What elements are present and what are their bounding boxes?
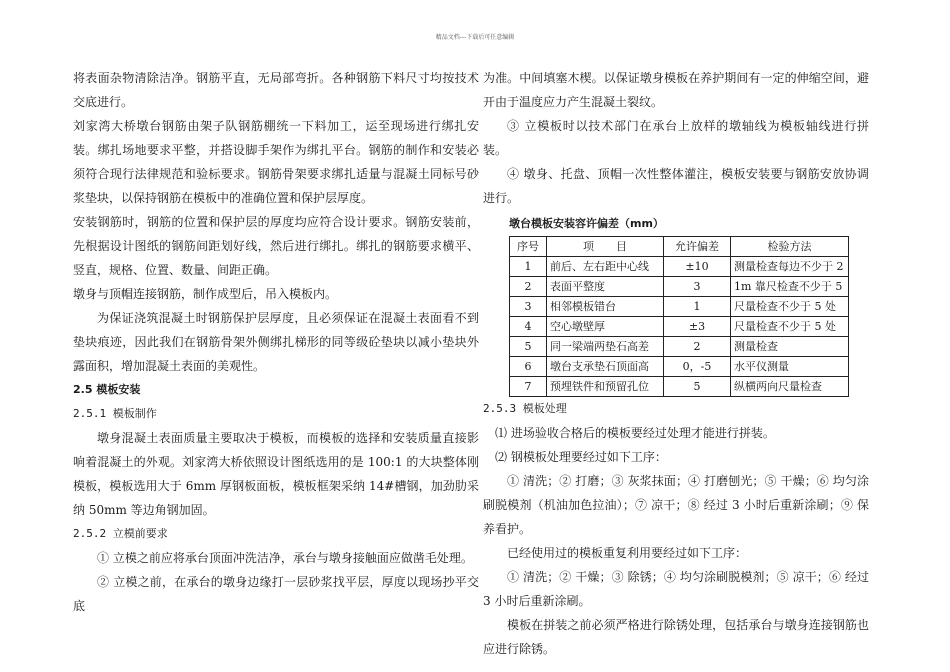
- table-cell: 同一梁端两垫石高差: [547, 337, 664, 357]
- table-cell: 测量检查: [731, 337, 849, 357]
- paragraph: ① 立模之前应将承台顶面冲洗洁净，承台与墩身接触面应做凿毛处理。: [97, 551, 473, 565]
- table-cell: ±10: [664, 257, 731, 277]
- table-cell: 5: [510, 337, 547, 357]
- table-cell: 3: [510, 297, 547, 317]
- table-row: [510, 277, 849, 297]
- paragraph: 将表面杂物清除洁净。钢筋平直，无局部弯折。各种钢筋下料尺寸均按技术交底进行。: [73, 71, 479, 109]
- table-cell: 尺量检查不少于 5 处: [731, 317, 849, 337]
- table-cell: 表面平整度: [547, 277, 664, 297]
- page-header: 精品文档---下载后可任意编辑: [435, 34, 515, 41]
- column-header: 项 目: [547, 237, 664, 257]
- paragraph: ⑵ 钢模板处理要经过如下工序：: [495, 450, 667, 464]
- table-cell: 3: [664, 277, 731, 297]
- subsection-heading: 2.5.3 模板处理: [483, 402, 567, 415]
- table-cell: 预埋铁件和预留孔位: [547, 377, 664, 397]
- paragraph: ③ 立模板时以技术部门在承台上放样的墩轴线为模板轴线进行拼装。: [483, 119, 869, 157]
- table-body: [510, 257, 849, 397]
- table-cell: 测量检查每边不少于 2: [731, 257, 849, 277]
- column-header: 检验方法: [731, 237, 849, 257]
- table-cell: 空心墩壁厚: [547, 317, 664, 337]
- table-cell: 1: [664, 297, 731, 317]
- table-cell: 7: [510, 377, 547, 397]
- table-cell: 1m 靠尺检查不少于 5: [731, 277, 849, 297]
- table-cell: 6: [510, 357, 547, 377]
- table-cell: 1: [510, 257, 547, 277]
- table-cell: 水平仪测量: [731, 357, 849, 377]
- table-row: [510, 297, 849, 317]
- table-row: [510, 317, 849, 337]
- table-cell: 尺量检查不少于 5 处: [731, 297, 849, 317]
- table-title: 墩台模板安装容许偏差（mm）: [509, 217, 664, 230]
- table-cell: 2: [664, 337, 731, 357]
- paragraph: 为保证浇筑混凝土时钢筋保护层厚度，且必须保证在混凝土表面看不到垫块痕迹，因此我们在钢筋骨架外侧绑扎梯形的同等级砼垫块以减小垫块外露面积，增加混凝土表面的美观性。: [73, 311, 479, 373]
- paragraph: 刘家湾大桥墩台钢筋由架子队钢筋棚统一下料加工，运至现场进行绑扎安装。绑扎场地要求平整，并搭设脚手架作为绑扎平台。钢筋的制作和安装必须符合现行法律规范和验标要求。钢筋骨架要求绑扎适量与混凝土同标号砂浆垫块，以保持钢筋在模板中的准确位置和保护层厚度。: [73, 119, 479, 205]
- table-cell: 墩台支承垫石顶面高: [547, 357, 664, 377]
- paragraph: ① 清洗；② 干燥；③ 除锈；④ 均匀涂刷脱模剂；⑤ 凉干；⑥ 经过 3 小时后重新涂刷。: [483, 570, 869, 608]
- paragraph: 墩身与顶帽连接钢筋，制作成型后，吊入模板内。: [73, 287, 338, 301]
- table-cell: 纵横两向尺量检查: [731, 377, 849, 397]
- paragraph: 安装钢筋时，钢筋的位置和保护层的厚度均应符合设计要求。钢筋安装前，先根据设计图纸的钢筋间距划好线，然后进行绑扎。绑扎的钢筋要求横平、竖直，规格、位置、数量、间距正确。: [73, 215, 479, 277]
- table-cell: 前后、左右距中心线: [547, 257, 664, 277]
- table-row: [510, 257, 849, 277]
- left-column: [73, 66, 479, 618]
- section-heading: 2.5 模板安装: [73, 383, 141, 396]
- column-header: 允许偏差: [664, 237, 731, 257]
- subsection-heading: 2.5.1 模板制作: [73, 407, 157, 420]
- table-cell: 5: [664, 377, 731, 397]
- table-cell: ±3: [664, 317, 731, 337]
- table-row: [510, 357, 849, 377]
- column-header: 序号: [510, 237, 547, 257]
- paragraph: 墩身混凝土表面质量主要取决于模板，而模板的选择和安装质量直接影响着混凝土的外观。刘家湾大桥依照设计图纸选用的是 100:1 的大块整体刚模板，模板选用大于 6mm 厚钢板面板，模板框架采纳 14#槽钢，加劲肋采纳 50mm 等边角钢加固。: [73, 431, 479, 517]
- table-cell: 相邻模板错台: [547, 297, 664, 317]
- table-cell: 4: [510, 317, 547, 337]
- table-row: [510, 337, 849, 357]
- paragraph: 为准。中间填塞木楔。以保证墩身模板在养护期间有一定的伸缩空间，避开由于温度应力产生混凝土裂纹。: [483, 71, 869, 109]
- paragraph: ① 清洗；② 打磨；③ 灰浆抹面；④ 打磨刨光；⑤ 干燥；⑥ 均匀涂刷脱模剂（机油加色拉油）；⑦ 凉干；⑧ 经过 3 小时后重新涂刷；⑨ 保养看护。: [483, 474, 869, 536]
- right-column: [483, 66, 869, 661]
- table-header-row: [510, 237, 849, 257]
- paragraph: 已经使用过的模板重复利用要经过如下工序：: [507, 546, 748, 560]
- subsection-heading: 2.5.2 立模前要求: [73, 527, 168, 540]
- table-cell: 2: [510, 277, 547, 297]
- tolerance-table: [509, 236, 849, 397]
- paragraph: 模板在拼装之前必须严格进行除锈处理，包括承台与墩身连接钢筋也应进行除锈。: [483, 618, 869, 656]
- table-cell: 0，-5: [664, 357, 731, 377]
- table-row: [510, 377, 849, 397]
- paragraph: ② 立模之前，在承台的墩身边缘打一层砂浆找平层，厚度以现场抄平交底: [73, 575, 479, 613]
- paragraph: ④ 墩身、托盘、顶帽一次性整体灌注，模板安装要与钢筋安放协调进行。: [483, 167, 869, 205]
- paragraph: ⑴ 进场验收合格后的模板要经过处理才能进行拼装。: [495, 426, 775, 440]
